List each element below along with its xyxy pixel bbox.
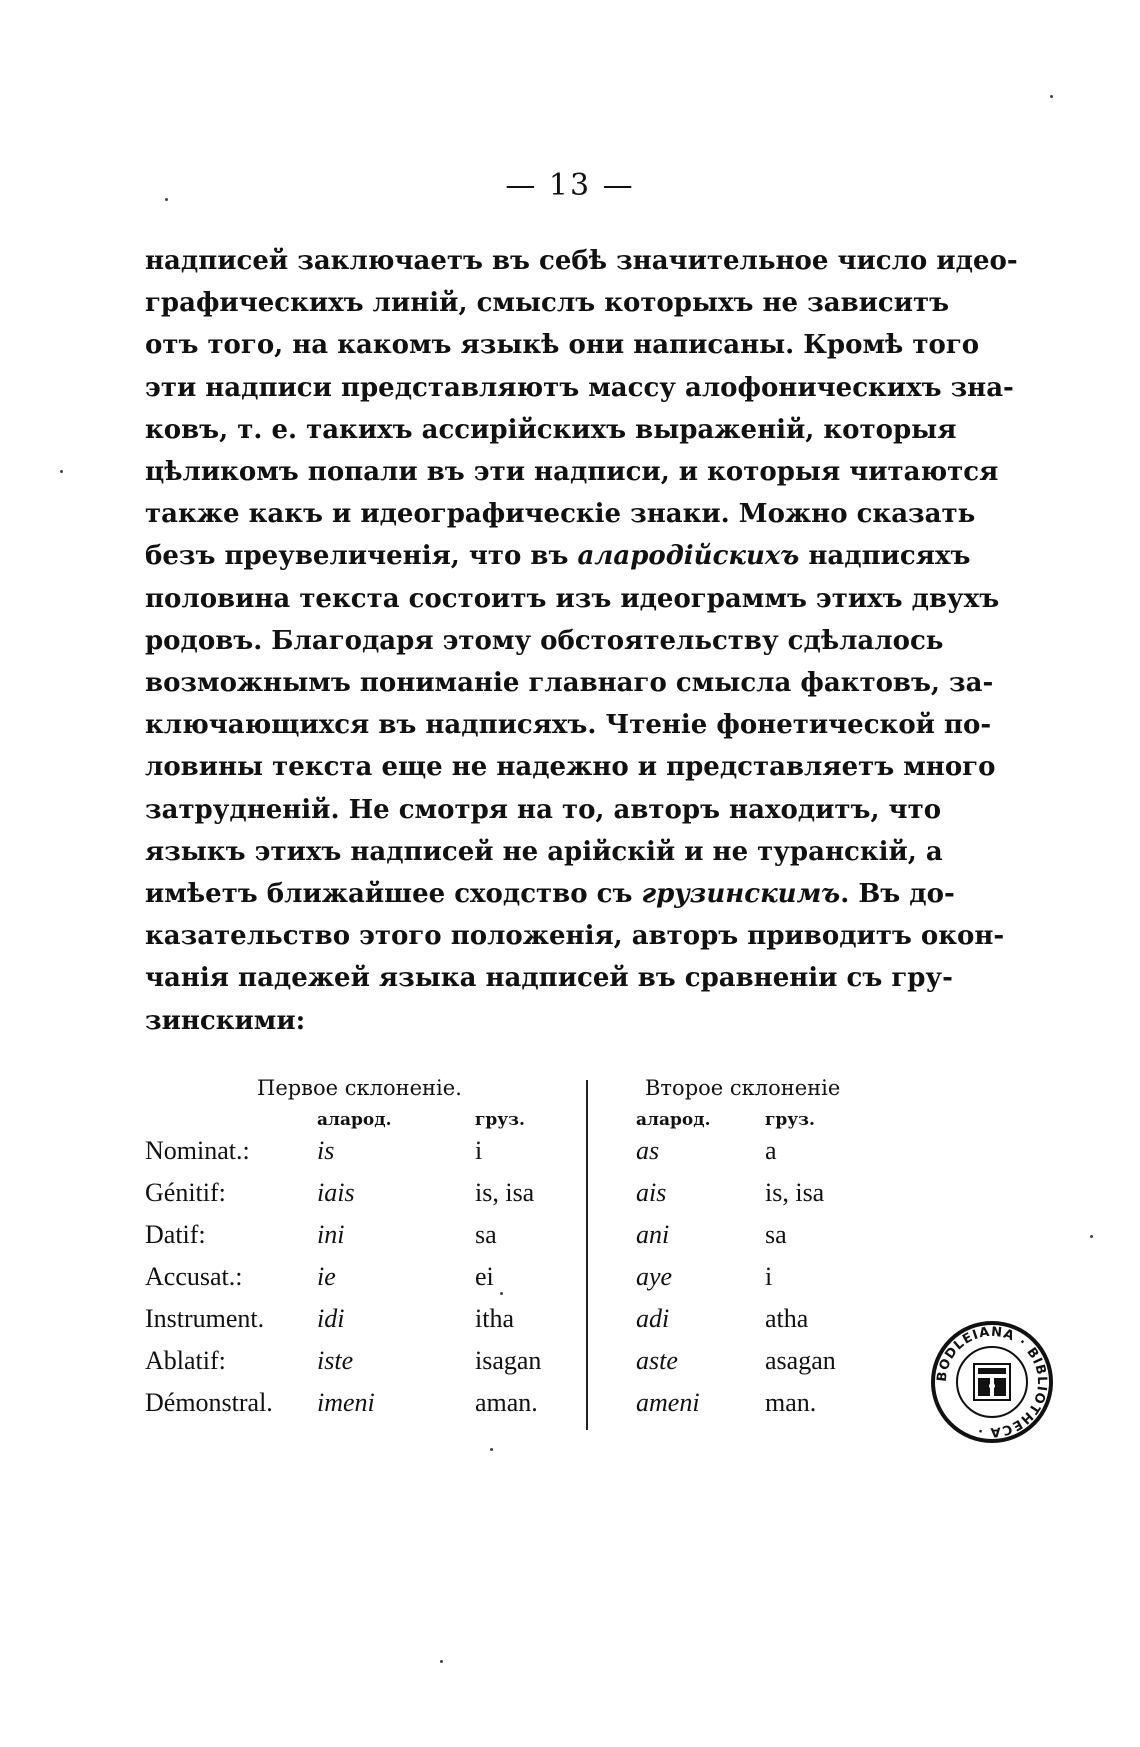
- paragraph-line: имѣетъ ближайшее сходство съ грузинскимъ. Въ до-: [145, 879, 955, 910]
- case-name: Démonstral.: [145, 1388, 273, 1417]
- page-speck: [440, 1660, 443, 1663]
- case-name: Ablatif:: [145, 1346, 226, 1375]
- table-row: [145, 1262, 905, 1304]
- table-row: [145, 1304, 905, 1346]
- alarod-ending: ini: [317, 1220, 345, 1249]
- paragraph-line: ловины текста еще не надежно и представляетъ много: [145, 752, 996, 783]
- gruz-subheading: груз.: [475, 1110, 525, 1130]
- paragraph-line: языкъ этихъ надписей не арійскій и не туранскій, а: [145, 836, 943, 867]
- paragraph-line: цѣликомъ попали въ эти надписи, и которыя читаются: [145, 457, 999, 488]
- paragraph-line: чанія падежей языка надписей въ сравненіи съ гру-: [145, 963, 953, 994]
- gruz-ending: sa: [765, 1220, 787, 1249]
- gruz-ending: i: [765, 1262, 773, 1291]
- svg-text:BODLEIANA · BIBLIOTHECA ·: [935, 1325, 1049, 1440]
- alarod-ending: imeni: [317, 1388, 375, 1417]
- alarod-ending: as: [636, 1136, 660, 1165]
- gruz-ending: sa: [475, 1220, 497, 1249]
- alarod-subheading: аларод.: [636, 1110, 711, 1130]
- table-row: [145, 1136, 905, 1178]
- paragraph-line: надписей заключаетъ въ себѣ значительное число идео-: [145, 246, 1018, 276]
- alarod-ending: iais: [317, 1178, 355, 1207]
- case-name: Datif:: [145, 1220, 206, 1249]
- alarod-ending: is: [317, 1136, 335, 1165]
- gruz-subheading: груз.: [765, 1110, 815, 1130]
- gruz-ending: is, isa: [475, 1178, 535, 1207]
- stamp-lettering: BODLEIANA · BIBLIOTHECA ·: [934, 1324, 1050, 1440]
- alarod-ending: iste: [317, 1346, 354, 1375]
- paragraph-line: также какъ и идеографическіе знаки. Можно сказать: [145, 499, 976, 530]
- table-row: [145, 1178, 905, 1220]
- page-speck: [1090, 1235, 1093, 1238]
- library-stamp: [930, 1320, 1054, 1444]
- alarod-ending: aye: [636, 1262, 673, 1291]
- alarod-ending: aste: [636, 1346, 678, 1375]
- italic-term: алародійскихъ: [577, 541, 800, 572]
- table-row: [145, 1346, 905, 1388]
- alarod-ending: ameni: [636, 1388, 700, 1417]
- case-name: Génitif:: [145, 1178, 226, 1207]
- paragraph-line: безъ преувеличенія, что въ алародійскихъ надписяхъ: [145, 541, 971, 572]
- alarod-ending: ais: [636, 1178, 667, 1207]
- gruz-ending: aman.: [475, 1388, 538, 1417]
- gruz-ending: isagan: [475, 1346, 542, 1375]
- paragraph-line: казательство этого положенія, авторъ приводитъ окон-: [145, 921, 1005, 952]
- page-speck: [490, 1448, 493, 1451]
- second-declension-heading: Второе склоненіе: [645, 1076, 841, 1100]
- paragraph-line: графическихъ линій, смыслъ которыхъ не зависитъ: [145, 288, 950, 319]
- page-speck: [165, 198, 168, 201]
- paragraph-line: затрудненій. Не смотря на то, авторъ находитъ, что: [145, 794, 942, 825]
- page-speck: [60, 470, 63, 473]
- first-declension-heading: Первое склоненіе.: [257, 1076, 462, 1100]
- case-name: Nominat.:: [145, 1136, 250, 1165]
- alarod-subheading: аларод.: [317, 1110, 392, 1130]
- gruz-ending: atha: [765, 1304, 809, 1333]
- paragraph-line: эти надписи представляютъ массу алофоническихъ зна-: [145, 372, 1014, 403]
- gruz-ending: asagan: [765, 1346, 836, 1375]
- gruz-ending: ei: [475, 1262, 494, 1291]
- page-speck: [500, 1292, 503, 1295]
- paragraph-line: зинскими:: [145, 1005, 306, 1036]
- italic-term: грузинскимъ: [641, 879, 841, 910]
- gruz-ending: is, isa: [765, 1178, 825, 1207]
- paragraph: [145, 240, 1018, 1042]
- page-speck: [1050, 95, 1053, 98]
- table-row: [145, 1388, 905, 1430]
- gruz-ending: a: [765, 1136, 777, 1165]
- page-number: — 13 —: [505, 168, 635, 203]
- gruz-ending: man.: [765, 1388, 817, 1417]
- case-name: Accusat.:: [145, 1262, 243, 1291]
- gruz-ending: itha: [475, 1304, 514, 1333]
- alarod-ending: adi: [636, 1304, 670, 1333]
- alarod-ending: ani: [636, 1220, 670, 1249]
- table-row: [145, 1220, 905, 1262]
- paragraph-line: возможнымъ пониманіе главнаго смысла фактовъ, за-: [145, 668, 994, 699]
- paragraph-line: половина текста состоитъ изъ идеограммъ этихъ двухъ: [145, 583, 1000, 614]
- case-name: Instrument.: [145, 1304, 265, 1333]
- alarod-ending: idi: [317, 1304, 345, 1333]
- paragraph-line: ковъ, т. е. такихъ ассирійскихъ выраженій, которыя: [145, 414, 957, 445]
- gruz-ending: i: [475, 1136, 483, 1165]
- paragraph-line: ключающихся въ надписяхъ. Чтеніе фонетической по-: [145, 710, 992, 741]
- paragraph-line: отъ того, на какомъ языкѣ они написаны. Кромѣ того: [145, 330, 980, 361]
- paragraph-line: родовъ. Благодаря этому обстоятельству сдѣлалось: [145, 625, 944, 656]
- alarod-ending: ie: [317, 1262, 336, 1291]
